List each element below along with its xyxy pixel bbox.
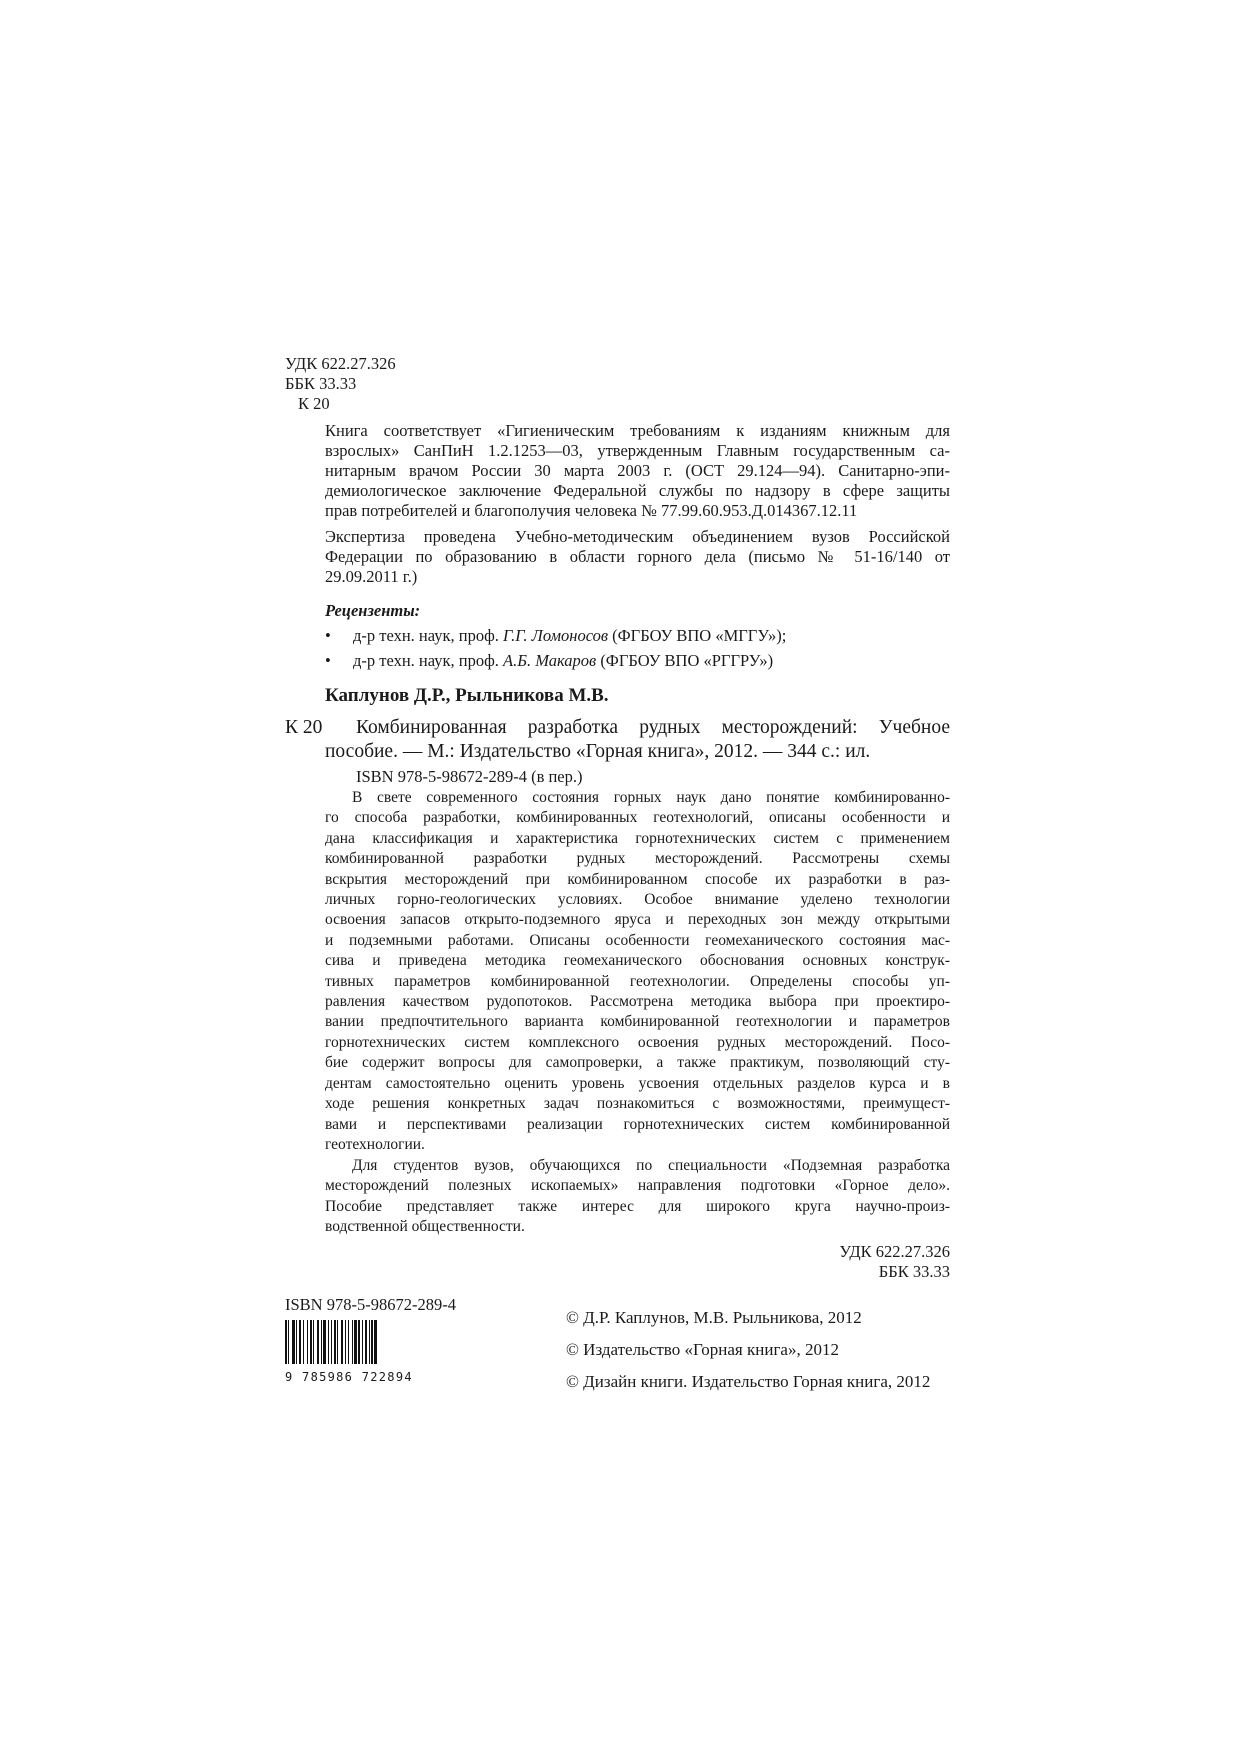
barcode-bar	[321, 1320, 322, 1364]
barcode-bar	[313, 1320, 314, 1364]
reviewer-affiliation: (ФГБОУ ВПО «РГГРУ»)	[596, 651, 774, 670]
udk-code: УДК 622.27.326	[285, 354, 396, 373]
isbn-line: ISBN 978-5-98672-289-4 (в пер.)	[356, 767, 583, 786]
reviewer-affiliation: (ФГБОУ ВПО «МГГУ»);	[608, 626, 787, 645]
expertise-note	[325, 527, 950, 587]
barcode-bar	[331, 1320, 332, 1364]
authors: Каплунов Д.Р., Рыльникова М.В.	[325, 685, 609, 706]
sanitary-notice	[325, 421, 950, 521]
abstract-line: тивных параметров комбинированной геотехнологии. Определены способы уп-	[325, 972, 950, 990]
barcode-bar	[323, 1320, 326, 1364]
barcode-bar	[358, 1320, 360, 1364]
barcode-bar	[288, 1320, 289, 1364]
barcode-bar	[337, 1320, 338, 1364]
expertise-line: Федерации по образованию в области горного дела (письмо № 51-16/140 от	[325, 547, 950, 566]
catalog-code-header: К 20	[298, 394, 330, 413]
abstract-line: дентам самостоятельно оценить уровень усвоения отдельных разделов курса и в	[325, 1074, 950, 1092]
audience-note	[325, 1156, 950, 1238]
footer-udk: УДК 622.27.326	[839, 1242, 950, 1261]
barcode-bar	[303, 1320, 304, 1364]
abstract-line: го способа разработки, комбинированных геотехнологий, описаны особенности и	[325, 809, 950, 827]
abstract-line: ходе решения конкретных задач познакомиться с возможностями, преимущест-	[325, 1095, 950, 1113]
reviewer-title: д-р техн. наук, проф.	[353, 626, 504, 645]
barcode-bar	[348, 1320, 349, 1364]
barcode-bar	[352, 1320, 353, 1364]
audience-line: водственной общественности.	[325, 1218, 525, 1236]
title-line: пособие. — М.: Издательство «Горная книга», 2012. — 344 с.: ил.	[325, 741, 871, 762]
abstract-line: вами и перспективами реализации горнотехнических систем комбинированной	[325, 1115, 950, 1133]
copyright-design: © Дизайн книги. Издательство Горная книга, 2012	[566, 1372, 931, 1391]
sanitary-line: Книга соответствует «Гигиеническим требованиям к изданиям книжным для	[325, 421, 950, 440]
barcode-bar	[299, 1320, 301, 1364]
bullet-icon: •	[325, 626, 331, 645]
barcode-bar	[328, 1320, 329, 1364]
abstract	[325, 788, 950, 1155]
abstract-line: вании предпочтительного варианта комбинированной геотехнологии и параметров	[325, 1013, 950, 1031]
barcode-bar	[310, 1320, 312, 1364]
barcode-bar	[362, 1320, 363, 1364]
expertise-line: Экспертиза проведена Учебно-методическим объединением вузов Российской	[325, 527, 950, 546]
abstract-line: комбинированной разработки рудных месторождений. Рассмотрены схемы	[325, 850, 950, 868]
barcode-bar	[369, 1320, 370, 1364]
abstract-line: освоения запасов открыто-подземного яруса и переходных зон между открытыми	[325, 911, 950, 929]
sanitary-line: взрослых» СанПиН 1.2.1253—03, утвержденным Главным государственным са-	[325, 441, 950, 460]
abstract-line: личных горно-геологических условиях. Особое внимание уделено технологии	[325, 891, 950, 909]
abstract-line: бие содержит вопросы для самопроверки, а также практикум, позволяющий сту-	[325, 1054, 950, 1072]
footer-bbk: ББК 33.33	[878, 1262, 950, 1281]
copyright-publisher: © Издательство «Горная книга», 2012	[566, 1340, 839, 1359]
audience-line: Для студентов вузов, обучающихся по специальности «Подземная разработка	[352, 1157, 950, 1174]
barcode-bar	[292, 1320, 295, 1364]
catalog-code: К 20	[285, 717, 323, 738]
isbn: ISBN 978-5-98672-289-4	[285, 1295, 456, 1314]
abstract-line: горнотехнических систем комплексного освоения рудных месторождений. Посо-	[325, 1033, 950, 1051]
bbk-code: ББК 33.33	[285, 374, 357, 393]
barcode-bar	[285, 1320, 287, 1364]
title-line: Комбинированная разработка рудных месторождений: Учебное	[356, 717, 950, 738]
barcode-bar	[307, 1320, 308, 1364]
barcode-bar	[365, 1320, 367, 1364]
expertise-line: 29.09.2011 г.)	[325, 567, 418, 586]
book-title-cont	[325, 740, 950, 764]
reviewer-item	[325, 651, 773, 671]
barcode-bar	[371, 1320, 373, 1364]
audience-line: Пособие представляет также интерес для широкого круга научно-произ-	[325, 1197, 950, 1215]
reviewers-heading: Рецензенты:	[325, 601, 421, 620]
sanitary-line: нитарным врачом России 30 марта 2003 г. (ОСТ 29.124—94). Санитарно-эпи-	[325, 461, 950, 480]
copyright-authors: © Д.Р. Каплунов, М.В. Рыльникова, 2012	[566, 1308, 862, 1327]
barcode-bar	[345, 1320, 346, 1364]
abstract-line: В свете современного состояния горных наук дано понятие комбинированно-	[352, 789, 950, 806]
abstract-line: и подземными работами. Описаны особенности геомеханического состояния мас-	[325, 931, 950, 949]
reviewer-item	[325, 626, 786, 646]
barcode-bar	[317, 1320, 319, 1364]
abstract-line: вскрытия месторождений при комбинированном способе их разработки в раз-	[325, 870, 950, 888]
reviewer-name: А.Б. Макаров	[503, 651, 597, 670]
abstract-line: сива и приведена методика геомеханического обоснования основных конструк-	[325, 952, 950, 970]
abstract-line: дана классификация и характеристика горнотехнических систем с применением	[325, 829, 950, 847]
sanitary-line: демиологическое заключение Федеральной службы по надзору в сфере защиты	[325, 481, 950, 500]
sanitary-line: прав потребителей и благополучия человека № 77.99.60.953.Д.014367.12.11	[325, 501, 858, 520]
abstract-line: равления качеством рудопотоков. Рассмотрена методика выбора при проектиро-	[325, 993, 950, 1011]
barcode-bar	[354, 1320, 357, 1364]
abstract-line: геотехнологии.	[325, 1135, 425, 1153]
bullet-icon: •	[325, 651, 331, 670]
audience-line: месторождений полезных ископаемых» направления подготовки «Горное дело».	[325, 1177, 950, 1195]
book-title	[356, 716, 950, 740]
barcode	[285, 1320, 450, 1386]
barcode-bar	[296, 1320, 297, 1364]
barcode-bar	[374, 1320, 377, 1364]
barcode-bar	[334, 1320, 336, 1364]
reviewer-name: Г.Г. Ломоносов	[503, 626, 609, 645]
barcode-digits: 9 785986 722894	[285, 1370, 413, 1384]
reviewer-title: д-р техн. наук, проф.	[353, 651, 504, 670]
barcode-bar	[341, 1320, 343, 1364]
